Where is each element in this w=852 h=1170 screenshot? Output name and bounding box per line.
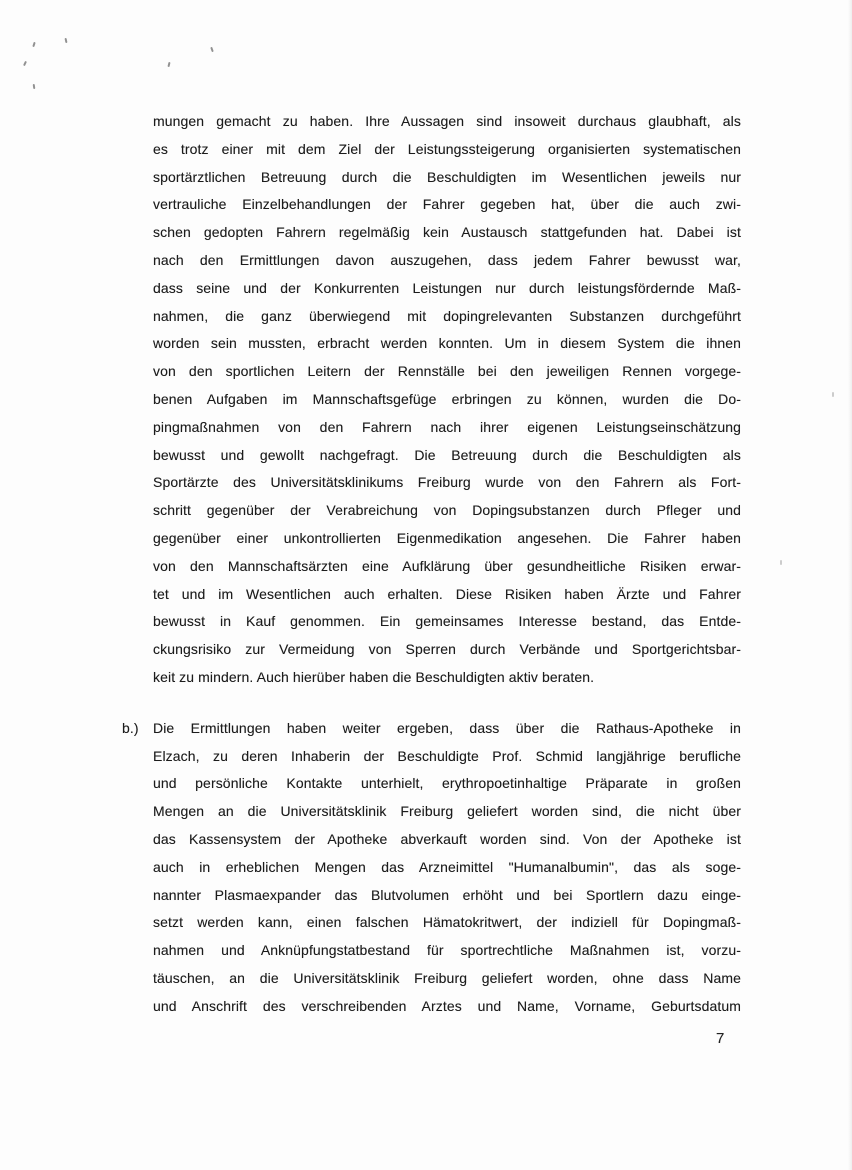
text-line: bewusst und gewollt nachgefragt. Die Betreuung durch die Beschuldigten als: [153, 446, 741, 463]
page-number: 7: [716, 1030, 725, 1047]
text-column: [122, 108, 741, 1021]
text-line: und persönliche Kontakte unterhielt, erythropoetinhaltige Präparate in großen: [153, 775, 741, 792]
text-line: vertrauliche Einzelbehandlungen der Fahrer gegeben hat, über die auch zwi-: [153, 196, 741, 213]
text-line: nahmen und Anknüpfungstatbestand für sportrechtliche Maßnahmen ist, vorzu-: [153, 942, 741, 959]
text-line: Elzach, zu deren Inhaberin der Beschuldigte Prof. Schmid langjährige berufliche: [153, 747, 741, 764]
scan-speck-artifact: [33, 84, 36, 89]
text-line: nahmen, die ganz überwiegend mit dopingrelevanten Substanzen durchgeführt: [153, 307, 741, 324]
text-line: Sportärzte des Universitätsklinikums Freiburg wurde von den Fahrern als Fort-: [153, 474, 741, 491]
scan-speck-artifact: [210, 47, 214, 52]
text-line: bewusst in Kauf genommen. Ein gemeinsames Interesse bestand, das Entde-: [153, 613, 741, 630]
paragraph-b-text: [153, 715, 741, 1021]
scan-speck-artifact: [65, 38, 68, 43]
text-line: sportärztlichen Betreuung durch die Beschuldigten im Wesentlichen jeweils nur: [153, 168, 741, 185]
text-line: schen gedopten Fahrern regelmäßig kein Austausch stattgefunden hat. Dabei ist: [153, 224, 741, 241]
text-line: es trotz einer mit dem Ziel der Leistungssteigerung organisierten systematischen: [153, 140, 741, 157]
scan-speck-artifact: [167, 62, 170, 67]
text-line: nannter Plasmaexpander das Blutvolumen erhöht und bei Sportlern dazu einge-: [153, 886, 741, 903]
text-line: nach den Ermittlungen davon auszugehen, dass jedem Fahrer bewusst war,: [153, 251, 741, 268]
list-item-marker-b: b.): [122, 719, 139, 736]
text-line: und Anschrift des verschreibenden Arztes und Name, Vorname, Geburtsdatum: [153, 997, 741, 1014]
paragraph-b: [122, 715, 741, 1021]
text-line: keit zu mindern. Auch hierüber haben die Beschuldigten aktiv beraten.: [153, 668, 595, 685]
text-line: dass seine und der Konkurrenten Leistungen nur durch leistungsfördernde Maß-: [153, 279, 741, 296]
text-line: gegenüber einer unkontrollierten Eigenmedikation angesehen. Die Fahrer haben: [153, 529, 741, 546]
scan-speck-artifact: [32, 42, 35, 47]
text-line: täuschen, an die Universitätsklinik Freiburg geliefert worden, ohne dass Name: [153, 969, 741, 986]
text-line: pingmaßnahmen von den Fahrern nach ihrer eigenen Leistungseinschätzung: [153, 418, 741, 435]
text-line: ckungsrisiko zur Vermeidung von Sperren durch Verbände und Sportgerichtsbar-: [153, 641, 741, 658]
scan-speck-artifact: [780, 560, 782, 565]
text-line: auch in erheblichen Mengen das Arzneimittel "Humanalbumin", das als soge-: [153, 858, 741, 875]
scan-speck-artifact: [23, 61, 27, 66]
text-line: setzt werden kann, einen falschen Hämatokritwert, der indiziell für Dopingmaß-: [153, 914, 741, 931]
text-line: schritt gegenüber der Verabreichung von Dopingsubstanzen durch Pfleger und: [153, 502, 741, 519]
text-line: tet und im Wesentlichen auch erhalten. Diese Risiken haben Ärzte und Fahrer: [153, 585, 741, 602]
text-line: Mengen an die Universitätsklinik Freiburg geliefert worden sind, die nicht über: [153, 803, 741, 820]
paragraph-a-continuation: [153, 108, 741, 692]
text-line: von den Mannschaftsärzten eine Aufklärung über gesundheitliche Risiken erwar-: [153, 557, 741, 574]
scan-edge-shadow-artifact: [848, 0, 852, 1170]
text-line: mungen gemacht zu haben. Ihre Aussagen sind insoweit durchaus glaubhaft, als: [153, 113, 741, 129]
text-line: Die Ermittlungen haben weiter ergeben, dass über die Rathaus-Apotheke in: [153, 719, 741, 736]
scan-speck-artifact: [832, 392, 834, 397]
text-line: das Kassensystem der Apotheke abverkauft worden sind. Von der Apotheke ist: [153, 830, 741, 847]
text-line: worden sein mussten, erbracht werden konnten. Um in diesem System die ihnen: [153, 335, 741, 352]
text-line: von den sportlichen Leitern der Rennställe bei den jeweiligen Rennen vorgege-: [153, 363, 741, 380]
text-line: benen Aufgaben im Mannschaftsgefüge erbringen zu können, wurden die Do-: [153, 390, 741, 407]
